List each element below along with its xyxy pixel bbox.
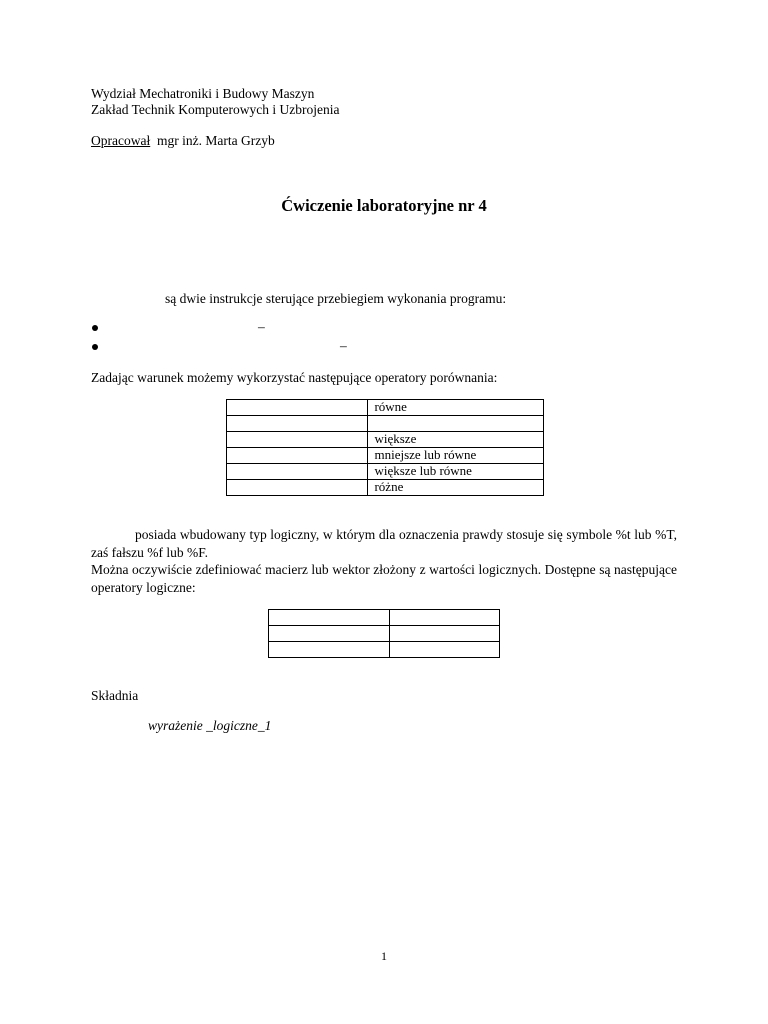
table-cell-operator [227,480,368,496]
syntax-label: Składnia [91,688,139,703]
page-title: Ćwiczenie laboratoryjne nr 4 [281,196,487,215]
logic-operators-paragraph: Można oczywiście zdefiniować macierz lub wektor złożony z wartości logicznych. Dostępne są następujące operatory logiczne: [91,562,677,595]
table-cell-operator [227,416,368,432]
table-cell-operator [269,642,390,658]
bullet-icon [92,325,98,331]
table-row [227,448,544,464]
table-row [269,626,500,642]
logic-type-text: posiada wbudowany typ logiczny, w którym dla oznaczenia prawdy stosuje się symbole %t lub %T, zaś fałszu %f lub %F. [91,527,677,560]
page-number: 1 [381,949,387,963]
author-name: mgr inż. Marta Grzyb [156,133,275,148]
table-cell-operator [227,432,368,448]
table-cell-operator [227,400,368,416]
table-cell-description [368,416,544,432]
table-cell-operator [227,464,368,480]
author-label: Opracował [91,133,151,148]
intro-text: są dwie instrukcje sterujące przebiegiem wykonania programu: [165,291,507,306]
table-cell-description [390,610,500,626]
logic-operators-table [268,609,500,658]
syntax-expression: wyrażenie _logiczne_1 [148,718,272,733]
bullet-item-2: – [340,338,347,353]
table-row [227,400,544,416]
table-row [227,432,544,448]
table-cell-operator [227,448,368,464]
table-row [269,610,500,626]
table-cell-description: równe [368,400,544,416]
department-name: Zakład Technik Komputerowych i Uzbrojenia [91,102,340,117]
table-cell-description [390,626,500,642]
table-cell-operator [269,626,390,642]
table-row [269,642,500,658]
logic-type-paragraph [91,526,677,561]
author-line [91,133,275,149]
comparison-operators-table [226,399,544,496]
table-row [227,480,544,496]
comparison-intro: Zadając warunek możemy wykorzystać następujące operatory porównania: [91,370,498,385]
table-cell-operator [269,610,390,626]
table-cell-description [390,642,500,658]
bullet-icon [92,344,98,350]
faculty-name: Wydział Mechatroniki i Budowy Maszyn [91,86,315,101]
table-cell-description: mniejsze lub równe [368,448,544,464]
table-cell-description: różne [368,480,544,496]
table-row [227,416,544,432]
table-cell-description: większe lub równe [368,464,544,480]
table-cell-description: większe [368,432,544,448]
table-row [227,464,544,480]
bullet-item-1: – [258,319,265,334]
